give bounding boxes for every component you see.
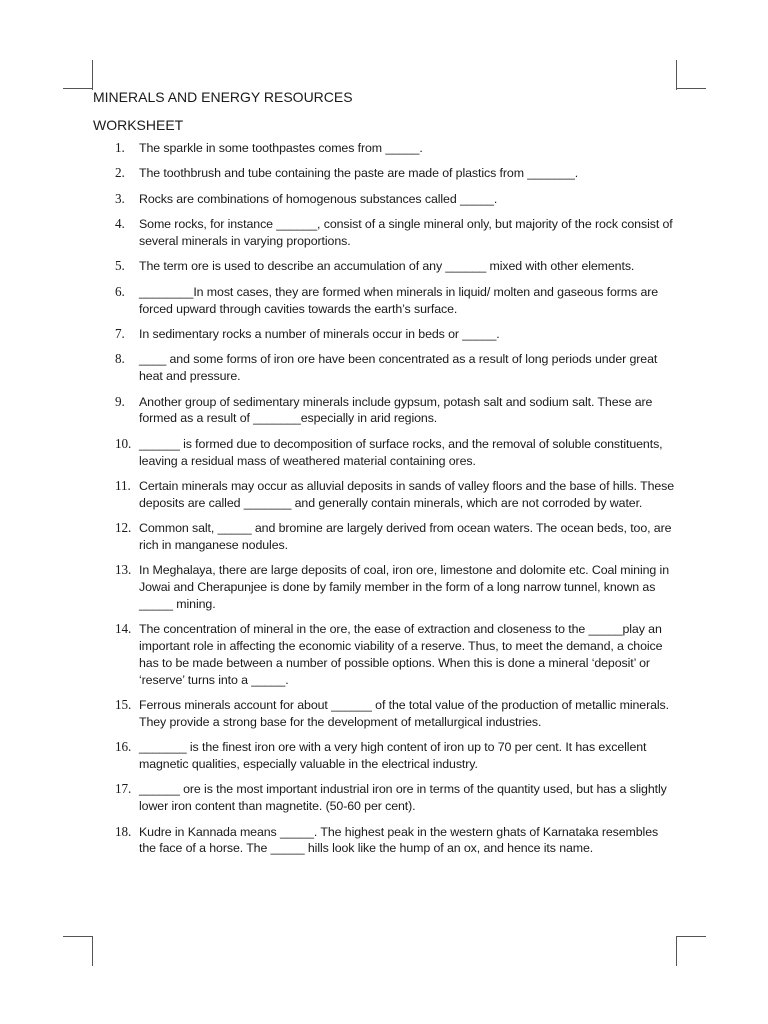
question-item (93, 191, 678, 208)
question-number: 15. (115, 697, 132, 713)
question-number: 3. (115, 190, 125, 206)
question-number: 12. (115, 520, 132, 536)
question-number: 6. (115, 283, 125, 299)
question-item (93, 520, 678, 554)
question-text: _______ is the finest iron ore with a very high content of iron up to 70 per cent. It has excellent magnetic qualities, especially valuable in the electrical industry. (139, 740, 647, 772)
question-item (93, 562, 678, 612)
crop-mark-bottom-left-horizontal (63, 936, 93, 937)
question-text: Some rocks, for instance ______, consist of a single mineral only, but majority of the rock consist of several minerals in varying proportions. (139, 217, 673, 248)
question-text: The term ore is used to describe an accumulation of any ______ mixed with other elements. (139, 259, 635, 274)
question-number: 13. (115, 562, 132, 578)
question-item (93, 394, 678, 428)
question-text: The toothbrush and tube containing the paste are made of plastics from _______. (139, 166, 579, 181)
worksheet-page (93, 88, 678, 866)
question-item (93, 824, 678, 858)
question-text: Certain minerals may occur as alluvial deposits in sands of valley floors and the base of hills. These deposits are called _______ and generally contain minerals, which are not corroded by water. (139, 478, 675, 510)
question-text: ____ and some forms of iron ore have been concentrated as a result of long periods under great heat and pressure. (139, 352, 658, 384)
question-text: Rocks are combinations of homogenous substances called _____. (139, 191, 498, 206)
question-text: The sparkle in some toothpastes comes from _____. (139, 141, 423, 155)
question-number: 14. (115, 621, 132, 637)
question-text: Common salt, _____ and bromine are largely derived from ocean waters. The ocean beds, too, are rich in manganese nodules. (139, 521, 672, 552)
question-number: 5. (115, 258, 125, 274)
crop-mark-top-right-horizontal (676, 88, 706, 89)
question-number: 18. (115, 823, 132, 839)
question-item (93, 739, 678, 773)
question-number: 7. (115, 325, 125, 341)
crop-mark-bottom-left-vertical (92, 936, 93, 966)
question-number: 2. (115, 165, 125, 181)
question-item (93, 351, 678, 385)
question-item (93, 258, 678, 275)
question-text: Another group of sedimentary minerals include gypsum, potash salt and sodium salt. These are formed as a result of _______especially in arid regions. (139, 394, 653, 426)
question-number: 16. (115, 739, 132, 755)
question-item (93, 781, 678, 815)
crop-mark-bottom-right-vertical (676, 936, 677, 966)
question-number: 11. (115, 477, 131, 493)
crop-mark-top-left-horizontal (63, 88, 93, 89)
question-item (93, 621, 678, 688)
question-number: 9. (115, 393, 125, 409)
question-text: Kudre in Kannada means _____. The highest peak in the western ghats of Karnataka resembles the face of a horse. The _____ hills look like the hump of an ox, and hence its name. (139, 824, 659, 856)
question-item (93, 697, 678, 731)
question-number: 10. (115, 435, 132, 451)
question-text: ______ is formed due to decomposition of surface rocks, and the removal of soluble constituents, leaving a residual mass of weathered material containing ores. (139, 436, 663, 468)
question-text: The concentration of mineral in the ore, the ease of extraction and closeness to the _____play an important role in affecting the economic viability of a reserve. Thus, to meet the demand, a choice has to be made between a number of possible options. When this is done a mineral ‘deposit’ or ‘reserve’ turns into a _____. (139, 622, 663, 687)
question-text: In Meghalaya, there are large deposits of coal, iron ore, limestone and dolomite etc. Coal mining in Jowai and Cherapunjee is done by family member in the form of a long narrow tunnel, known as _____ mining. (139, 563, 669, 611)
question-item (93, 436, 678, 470)
question-number: 4. (115, 216, 125, 232)
question-item (93, 326, 678, 343)
question-item (93, 165, 678, 182)
question-item (93, 478, 678, 512)
question-number: 17. (115, 781, 132, 797)
worksheet-title: MINERALS AND ENERGY RESOURCES (93, 89, 353, 105)
question-text: In sedimentary rocks a number of minerals occur in beds or _____. (139, 326, 500, 341)
question-item (93, 216, 678, 250)
question-text: ______ ore is the most important industrial iron ore in terms of the quantity used, but has a slightly lower iron content than magnetite. (50-60 per cent). (139, 782, 667, 814)
question-list (93, 140, 678, 857)
question-text: Ferrous minerals account for about ______ of the total value of the production of metallic minerals. They provide a strong base for the development of metallurgical industries. (139, 698, 669, 729)
question-text: ________In most cases, they are formed when minerals in liquid/ molten and gaseous forms are forced upward through cavities towards the earth’s surface. (139, 284, 659, 316)
worksheet-subtitle: WORKSHEET (93, 117, 184, 133)
question-number: 1. (115, 140, 125, 155)
crop-mark-top-left-vertical (92, 60, 93, 90)
question-item (93, 140, 678, 157)
question-item (93, 284, 678, 318)
question-number: 8. (115, 351, 125, 367)
crop-mark-bottom-right-horizontal (676, 936, 706, 937)
crop-mark-top-right-vertical (676, 60, 677, 90)
